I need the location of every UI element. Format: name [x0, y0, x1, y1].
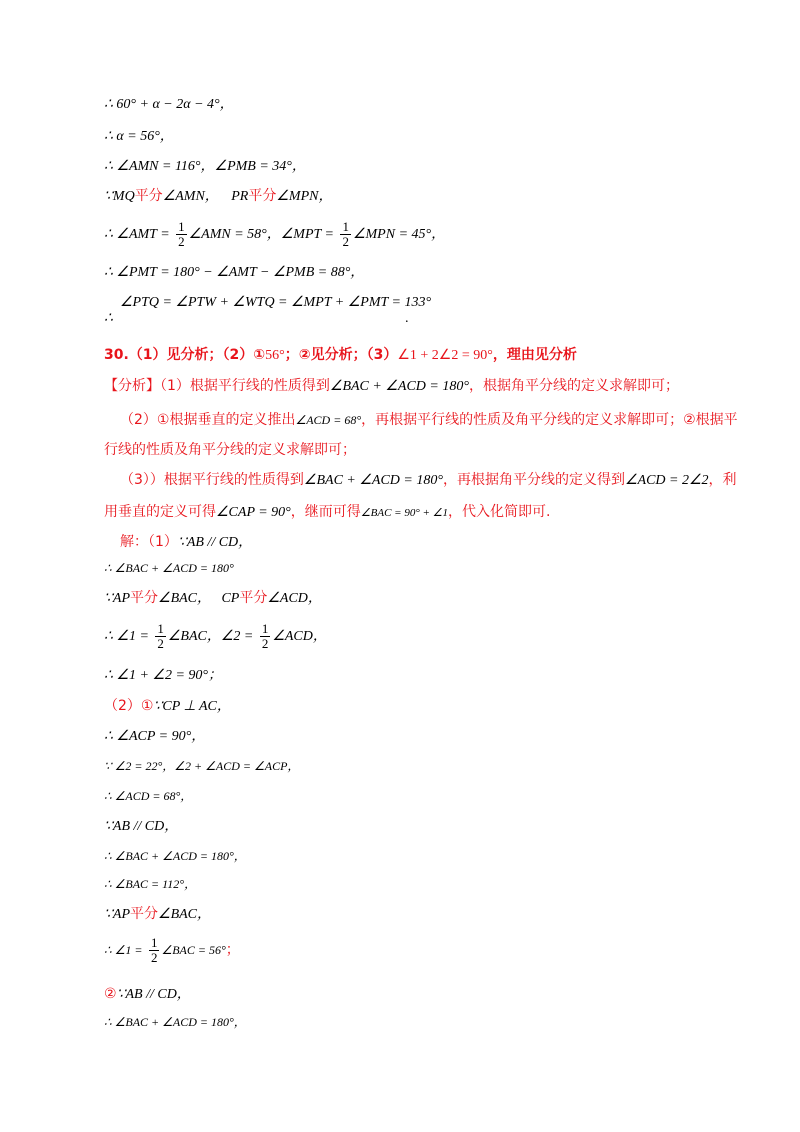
solution-step: ∵AP平分∠BAC， CP平分∠ACD， [104, 590, 322, 606]
fraction-half: $\frac{1}{2}$ [150, 934, 158, 965]
solution-line-7-therefore: ∴ . [104, 311, 409, 326]
solution-part-2-2-start: ②∵AB // CD， [104, 986, 191, 1002]
solution-step: ∴ ∠BAC + ∠ACD = 180°， [104, 849, 246, 863]
analysis-line-2: （2）①根据垂直的定义推出∠ACD = 68°，再根据平行线的性质及角平分线的定义求解即可；②根据平 [120, 412, 738, 428]
analysis-line-4: （3））根据平行线的性质得到∠BAC + ∠ACD = 180°，再根据角平分线的定义得到∠ACD = 2∠2，利 [120, 472, 737, 488]
solution-step: ∴ ∠BAC + ∠ACD = 180° [104, 561, 234, 575]
solution-step: ∵AP平分∠BAC， [104, 906, 212, 922]
solution-step: ∵AB // CD， [104, 819, 179, 834]
solution-step: ∴ ∠BAC + ∠ACD = 180°， [104, 1015, 246, 1029]
solution-line-5: ∴ ∠AMT = $\frac{1}{2}$ ∠AMN = 58°，∠MPT = $\frac{1}{2}$ ∠MPN = 45°， [104, 218, 446, 249]
solution-line-1: ∴ 60° + α − 2α − 4°， [104, 97, 234, 112]
fraction-half: $\frac{1}{2}$ [157, 620, 164, 651]
solution-part-1-start: 解：（1）∵AB // CD， [120, 534, 253, 550]
solution-step: ∵ ∠2 = 22°，∠2 + ∠ACD = ∠ACP， [104, 759, 300, 773]
solution-step: ∴ ∠BAC = 112°， [104, 877, 197, 891]
solution-step: ∴ ∠1 = $\frac{1}{2}$ ∠BAC = 56°； [104, 934, 240, 965]
fraction-half: $\frac{1}{2}$ [342, 218, 349, 249]
analysis-line-3: 行线的性质及角平分线的定义求解即可； [104, 442, 356, 458]
solution-line-7: ∠PTQ = ∠PTW + ∠WTQ = ∠MPT + ∠PMT = 133° [120, 295, 432, 310]
solution-line-6: ∴ ∠PMT = 180° − ∠AMT − ∠PMB = 88°， [104, 265, 365, 280]
fraction-half: $\frac{1}{2}$ [178, 218, 185, 249]
analysis-line-1: 【分析】（1）根据平行线的性质得到∠BAC + ∠ACD = 180°，根据角平分线的定义求解即可； [104, 378, 679, 394]
solution-line-4: ∵MQ平分∠AMN， PR平分∠MPN， [104, 188, 333, 204]
solution-step: ∴ ∠1 + ∠2 = 90°； [104, 668, 223, 683]
solution-line-3: ∴ ∠AMN = 116°，∠PMB = 34°， [104, 159, 306, 174]
solution-step: ∴ ∠ACD = 68°， [104, 789, 193, 803]
answer-30: 30.（1）见分析；（2）①56°；②见分析；（3）∠1 + 2∠2 = 90°，理由见分析 [104, 347, 577, 363]
fraction-half: $\frac{1}{2}$ [261, 620, 269, 651]
solution-step: ∴ ∠1 = $\frac{1}{2}$ ∠BAC，∠2 = $\frac{1}{2}$ ∠ACD， [104, 620, 327, 651]
analysis-line-5: 用垂直的定义可得∠CAP = 90°，继而可得∠BAC = 90° + ∠1，代入化简即可. [104, 504, 551, 520]
solution-line-2: ∴ α = 56°， [104, 129, 174, 144]
solution-step: ∴ ∠ACP = 90°， [104, 729, 206, 744]
solution-part-2-start: （2）①∵CP ⊥ AC， [104, 698, 231, 714]
